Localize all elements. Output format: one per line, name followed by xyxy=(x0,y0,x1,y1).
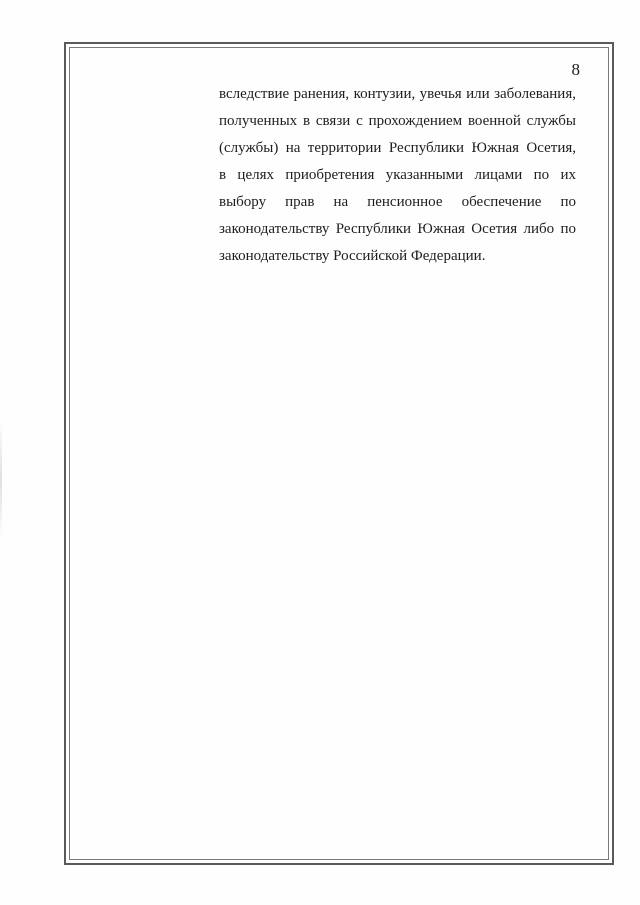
text-line: полученных в связи с прохождением военной службы xyxy=(219,113,576,129)
text-line: вследствие ранения, контузии, увечья или заболевания, xyxy=(219,86,576,102)
page-number: 8 xyxy=(571,60,580,79)
text-line: законодательству Республики Южная Осетия либо по xyxy=(219,221,576,237)
text-line: в целях приобретения указанными лицами по их xyxy=(219,167,576,183)
text-line: выбору прав на пенсионное обеспечение по xyxy=(219,194,576,210)
scan-edge-shadow xyxy=(0,420,2,540)
body-text xyxy=(219,85,576,274)
text-line: (службы) на территории Республики Южная Осетия, xyxy=(219,140,576,156)
text-line: законодательству Российской Федерации. xyxy=(219,248,486,264)
